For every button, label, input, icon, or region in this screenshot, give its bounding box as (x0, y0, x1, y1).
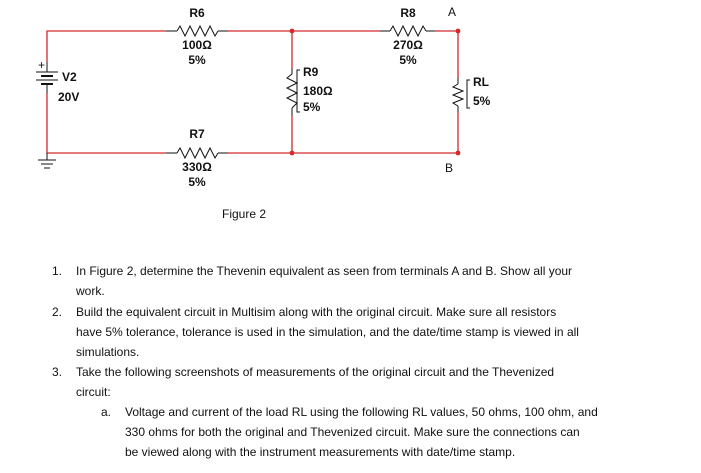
question-3a-line-3: be viewed along with the instrument measurements with date/time stamp. (125, 445, 516, 459)
r9-value: 180Ω (303, 84, 333, 98)
question-3a (101, 403, 691, 463)
r8-name: R8 (400, 6, 416, 20)
resistor-rl-symbol (453, 84, 463, 106)
r7-name: R7 (189, 127, 205, 141)
question-3-line-2: circuit: (76, 385, 111, 399)
terminal-a-label: A (448, 5, 457, 19)
question-2-number: 2. (52, 305, 63, 319)
battery-plus-sign: + (38, 58, 46, 72)
question-3a-line-2: 330 ohms for both the original and Thevenized circuit. Make sure the connections can (125, 425, 580, 439)
question-1-line-2: work. (76, 284, 105, 298)
question-3-line-1: Take the following screenshots of measurements of the original circuit and the Thevenized (76, 365, 555, 379)
resistor-r8-symbol (390, 26, 426, 36)
resistor-r6-symbol (177, 26, 218, 36)
terminal-b-label: B (445, 161, 454, 175)
question-3 (52, 363, 692, 403)
question-2-line-1: Build the equivalent circuit in Multisim along with the original circuit. Make sure all resistors (76, 305, 557, 319)
question-1-line-1: In Figure 2, determine the Thevenin equivalent as seen from terminals A and B. Show all your (76, 264, 573, 278)
question-3-number: 3. (52, 365, 63, 379)
question-3a-line-1: Voltage and current of the load RL using the following RL values, 50 ohms, 100 ohm, and (125, 405, 598, 419)
r7-tolerance: 5% (188, 175, 206, 189)
question-1-number: 1. (52, 264, 63, 278)
r7-value: 330Ω (182, 160, 212, 174)
r6-value: 100Ω (182, 38, 212, 52)
question-1 (52, 262, 672, 302)
resistor-r9-symbol (287, 74, 297, 108)
r6-name: R6 (189, 6, 205, 20)
question-2 (52, 303, 692, 363)
r6-tolerance: 5% (188, 53, 206, 67)
resistor-r7-symbol (177, 148, 218, 158)
v2-name: V2 (62, 70, 77, 84)
r9-tolerance: 5% (303, 100, 321, 114)
r9-name: R9 (303, 65, 319, 79)
r8-value: 270Ω (393, 38, 423, 52)
ground-icon (38, 153, 56, 168)
question-2-line-2: have 5% tolerance, tolerance is used in the simulation, and the date/time stamp is viewed in all (76, 325, 579, 339)
question-2-line-3: simulations. (76, 345, 140, 359)
rl-name: RL (473, 75, 489, 89)
rl-tolerance: 5% (473, 94, 491, 108)
figure-caption: Figure 2 (222, 207, 267, 221)
v2-value: 20V (58, 90, 80, 104)
question-3a-letter: a. (101, 405, 112, 419)
r8-tolerance: 5% (399, 53, 417, 67)
